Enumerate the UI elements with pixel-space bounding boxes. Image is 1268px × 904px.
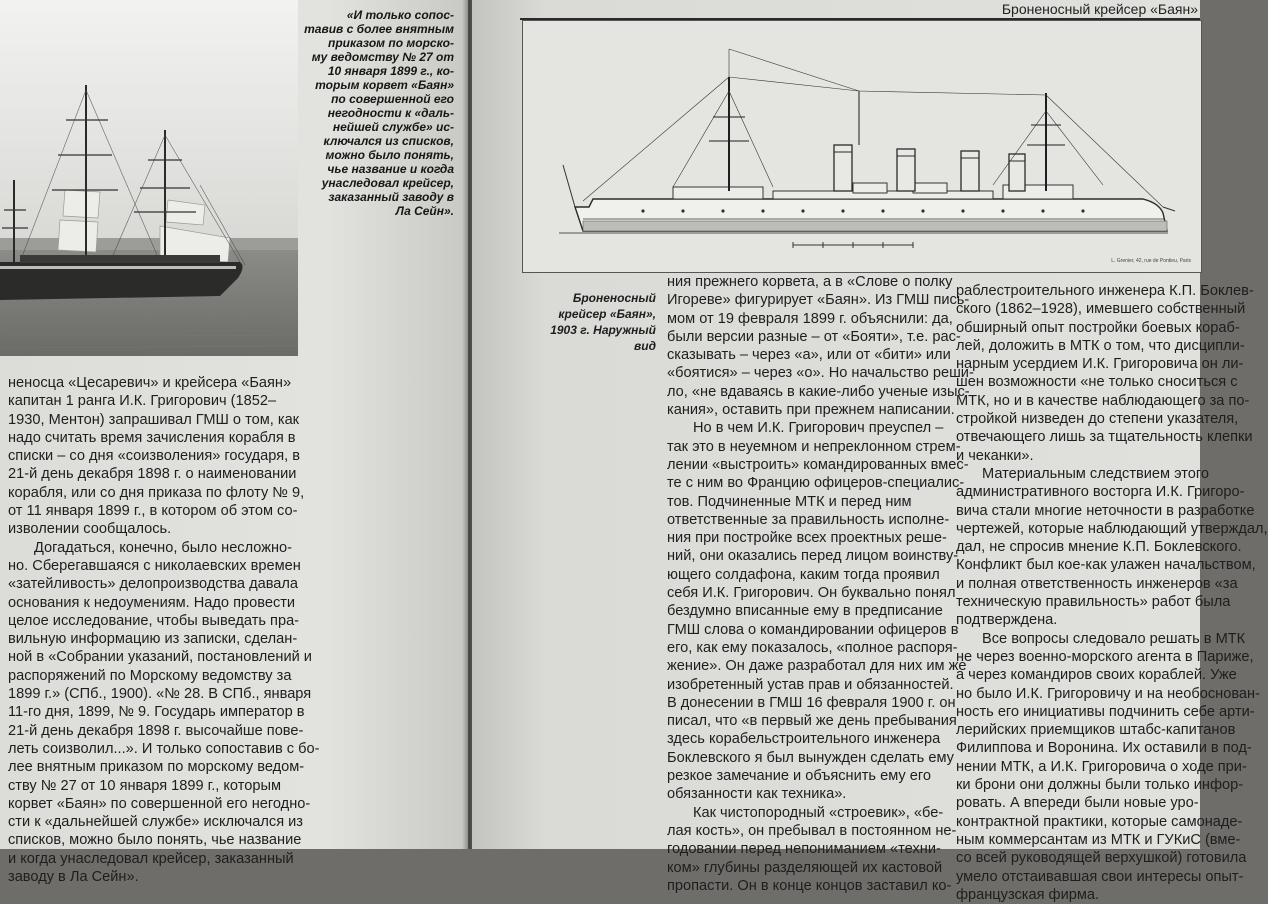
text-line: административного восторга И.К. Григоро- bbox=[956, 484, 1245, 501]
text-line: но было И.К. Григоровичу и на необоснован- bbox=[956, 685, 1260, 702]
text-line: так это в неуемном и непреклонном стрем- bbox=[667, 438, 961, 455]
photo-pull-quote bbox=[304, 8, 454, 218]
text-line: вильную информацию из записки, сделан- bbox=[8, 631, 298, 648]
text-line: сказывать – через «а», или от «бити» или bbox=[667, 347, 951, 364]
pull-quote-line: заказанный заводу в bbox=[328, 190, 454, 204]
text-line: его, как ему показалось, «полное распоря- bbox=[667, 639, 958, 656]
text-line: шен возможности «не только сноситься с bbox=[956, 374, 1238, 391]
text-line: 1930, Ментон) запрашивал ГМШ о том, как bbox=[8, 411, 300, 428]
pull-quote-line: можно было понять, bbox=[325, 148, 454, 162]
text-line: со всей руководящей верхушкой) готовила bbox=[956, 850, 1247, 867]
text-line: лерийских приемщиков штабс-капитанов bbox=[956, 722, 1236, 739]
text-line: Но в чем И.К. Григорович преуспел – bbox=[693, 420, 944, 437]
text-line: жение». Он даже разработал для них им же bbox=[667, 658, 967, 675]
running-title: Броненосный крейсер «Баян» bbox=[1001, 1, 1198, 17]
text-line: ству № 27 от 10 января 1899 г., которым bbox=[8, 777, 282, 794]
text-line: вича стали многие неточности в разработке bbox=[956, 502, 1255, 519]
text-line: и когда унаследовал крейсер, заказанный bbox=[8, 850, 294, 867]
text-line: корабля, или со дня приказа по флоту № 9, bbox=[8, 484, 305, 501]
text-line: ГМШ слова о командировании офицеров в bbox=[667, 621, 959, 638]
text-line: Все вопросы следовало решать в МТК bbox=[982, 630, 1246, 647]
text-line: и чеканки». bbox=[956, 447, 1034, 464]
pull-quote-line: Ла Сейн». bbox=[395, 204, 454, 218]
text-line: корвет «Баян» по совершенной его негодно- bbox=[8, 795, 311, 812]
pull-quote-line: чье название и когда bbox=[327, 162, 454, 176]
pull-quote-line: унаследовал крейсер, bbox=[321, 176, 454, 190]
text-line: себя И.К. Григорович. Он буквально понял bbox=[667, 585, 956, 602]
text-line: ным коммерсантам из МТК и ГУКиС (вме- bbox=[956, 831, 1241, 848]
text-line: Игореве» фигурирует «Баян». Из ГМШ пись- bbox=[667, 292, 970, 309]
text-line: изобретенный устав прав и обязанностей. bbox=[667, 676, 954, 693]
text-line: Боклевского я был вынужден сделать ему bbox=[667, 749, 954, 766]
text-line: ющего солдафона, каким тогда проявил bbox=[667, 566, 940, 583]
pull-quote-line: негодности к «даль- bbox=[327, 106, 454, 120]
text-line: контрактной практики, которые самонаде- bbox=[956, 813, 1243, 830]
text-line: леть соизволил...». И только сопоставив с бо- bbox=[8, 740, 320, 757]
text-line: здесь корабельстроительного инженера bbox=[667, 731, 941, 748]
text-line: Филиппова и Воронина. Их оставили в под- bbox=[956, 740, 1252, 757]
text-line: изволении сообщалось. bbox=[8, 521, 172, 538]
middle-text-column bbox=[667, 273, 974, 895]
text-line: нении МТК, а И.К. Григоровича о ходе при- bbox=[956, 758, 1247, 775]
text-line: лая кость», он пребывал в постоянном не- bbox=[667, 822, 957, 839]
text-line: ний, они оказались перед лицом воинству- bbox=[667, 548, 959, 565]
text-line: распоряжений по Морскому ведомству за bbox=[8, 667, 292, 684]
text-line: стройкой низведен до степени указателя, bbox=[956, 411, 1239, 428]
text-line: Как чистопородный «строевик», «бе- bbox=[693, 804, 944, 821]
text-line: списков, можно было понять, чье название bbox=[8, 832, 302, 849]
pull-quote-line: по совершенной его bbox=[331, 92, 454, 106]
text-line: резкое замечание и объяснить ему его bbox=[667, 768, 931, 785]
text-line: ского (1862–1928), имевшего собственный bbox=[956, 301, 1246, 318]
caption-line: Броненосный bbox=[572, 291, 656, 305]
text-line: мом от 19 февраля 1899 г. объяснили: да, bbox=[667, 310, 953, 327]
text-line: 21-й день декабря 1898 г. высочайше пове- bbox=[8, 722, 304, 739]
pull-quote-line: нейшей службе» ис- bbox=[332, 120, 454, 134]
text-line: лении «выстроить» командированных вмес- bbox=[667, 456, 969, 473]
text-line: французская фирма. bbox=[956, 886, 1100, 903]
text-line: В донесении в ГМШ 16 февраля 1900 г. он bbox=[667, 694, 956, 711]
text-line: от 11 января 1899 г., в котором об этом со- bbox=[8, 503, 298, 520]
text-line: лее внятным приказом по морскому ведом- bbox=[8, 759, 305, 776]
text-line: ки брони они должны были только инфор- bbox=[956, 777, 1244, 794]
drawing-credit: L. Grenier, 42, rue de Pontieu, Paris bbox=[1111, 258, 1191, 264]
text-line: ность его инициативы подчинить себе арти- bbox=[956, 703, 1255, 720]
text-line: кания», оставить при прежнем написании. bbox=[667, 402, 955, 419]
pull-quote-line: ключался из списков, bbox=[323, 134, 454, 148]
text-line: нарным усердием И.К. Григоровича он ли- bbox=[956, 356, 1244, 373]
text-line: но. Сберегавшаяся с николаевских времен bbox=[8, 557, 301, 574]
text-line: годовании перед непониманием «техни- bbox=[667, 841, 941, 858]
text-line: ровать. А впереди были новые уро- bbox=[956, 795, 1199, 812]
caption-line: вид bbox=[634, 339, 656, 353]
text-line: ком» глубины разделяющей их кастовой bbox=[667, 859, 943, 876]
text-line: подтверждена. bbox=[956, 612, 1058, 629]
text-line: бездумно вписанные ему в предписание bbox=[667, 603, 943, 620]
text-line: умело отстаивавшая свои интересы опыт- bbox=[956, 868, 1244, 885]
caption-line: 1903 г. Наружный bbox=[550, 323, 656, 337]
cruiser-side-view-drawing bbox=[522, 20, 1202, 273]
figure-caption bbox=[530, 290, 656, 354]
text-line: раблестроительного инженера К.П. Боклев- bbox=[956, 283, 1254, 299]
text-line: обширный опыт постройки боевых кораб- bbox=[956, 319, 1240, 336]
pull-quote-line: му ведомству № 27 от bbox=[311, 50, 454, 64]
text-line: пропасти. Он в конце концов заставил ко- bbox=[667, 877, 952, 894]
text-line: 11-го дня, 1899, № 9. Государь император в bbox=[8, 704, 305, 721]
caption-line: крейсер «Баян», bbox=[558, 307, 656, 321]
pull-quote-line: «И только сопос- bbox=[346, 8, 454, 22]
left-page bbox=[0, 0, 468, 886]
text-line: «боятися» – через «о». Но начальство реши- bbox=[667, 365, 974, 382]
text-line: ответственные за правильность исполне- bbox=[667, 511, 950, 528]
text-line: обязанности как техника». bbox=[667, 786, 847, 803]
text-line: те с ним во Францию офицеров-специалис- bbox=[667, 475, 965, 492]
corvette-photo bbox=[0, 0, 298, 356]
text-line: «затейливость» делопроизводства давала bbox=[8, 576, 299, 593]
text-line: капитан 1 ранга И.К. Григорович (1852– bbox=[8, 393, 277, 410]
text-line: тов. Подчиненные МТК и перед ним bbox=[667, 493, 912, 510]
text-line: списки – со дня «соизволения» государя, в bbox=[8, 448, 300, 465]
text-line: а через командиров своих кораблей. Уже bbox=[956, 667, 1237, 684]
right-text-column bbox=[956, 282, 1268, 904]
text-line: надо считать время зачисления корабля в bbox=[8, 429, 296, 446]
text-line: основания к недоумениям. Надо провести bbox=[8, 594, 296, 611]
text-line: техническую правильность» работ была bbox=[956, 594, 1231, 611]
text-line: писал, что «в первый же день пребывания bbox=[667, 713, 957, 730]
text-line: дал, не спросив мнение К.П. Боклевского. bbox=[956, 539, 1242, 556]
text-line: Догадаться, конечно, было несложно- bbox=[34, 539, 293, 556]
text-line: чертежей, которые наблюдающий утверждал, bbox=[956, 520, 1268, 537]
text-line: были версии разные – от «Бояти», т.е. рас- bbox=[667, 328, 961, 345]
pull-quote-line: тавив с более внятным bbox=[304, 22, 454, 36]
left-text-column bbox=[8, 374, 460, 886]
text-line: лей, доложить в МТК о том, что дисципли- bbox=[956, 337, 1245, 354]
text-line: сти к «дальнейшей службе» исключался из bbox=[8, 814, 304, 831]
text-line: отвечающего лишь за тщательность клепки bbox=[956, 429, 1253, 446]
text-line: 1899 г.» (СПб., 1900). «№ 28. В СПб., января bbox=[8, 686, 312, 703]
text-line: и полная ответственность инженеров «за bbox=[956, 575, 1238, 592]
text-line: 21-й день декабря 1898 г. о наименовании bbox=[8, 466, 297, 483]
text-line: ния прежнего корвета, а в «Слове о полку bbox=[667, 274, 953, 290]
text-line: неносца «Цесаревич» и крейсера «Баян» bbox=[8, 375, 292, 391]
text-line: ной в «Собрании указаний, постановлений и bbox=[8, 649, 312, 666]
text-line: Конфликт был кое-как улажен начальством, bbox=[956, 557, 1256, 574]
pull-quote-line: торым корвет «Баян» bbox=[315, 78, 454, 92]
text-line: не через военно-морского агента в Париже, bbox=[956, 648, 1254, 665]
text-line: МТК, но и в качестве наблюдающего за по- bbox=[956, 392, 1250, 409]
text-line: заводу в Ла Сейн». bbox=[8, 869, 139, 886]
running-header bbox=[520, 0, 1200, 20]
text-line: целое исследование, чтобы выведать пра- bbox=[8, 612, 300, 629]
pull-quote-line: 10 января 1899 г., ко- bbox=[327, 64, 454, 78]
text-line: Материальным следствием этого bbox=[982, 465, 1209, 482]
text-line: ния при постройке всех проектных реше- bbox=[667, 530, 947, 547]
pull-quote-line: приказом по морско- bbox=[327, 36, 454, 50]
text-line: ло, «не вдаваясь в какие-либо ученые изыс- bbox=[667, 383, 970, 400]
